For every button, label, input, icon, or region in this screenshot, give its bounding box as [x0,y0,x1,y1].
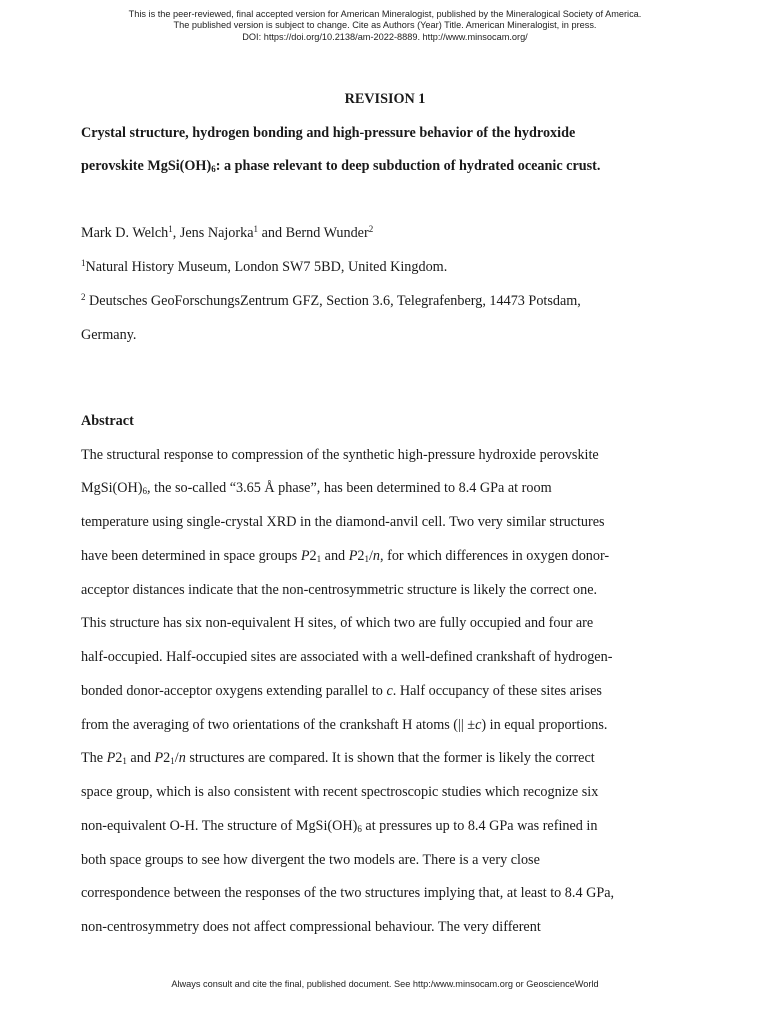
abstract-line: temperature using single-crystal XRD in the diamond-anvil cell. Two very similar structures [81,514,605,530]
abstract-line: This structure has six non-equivalent H sites, of which two are fully occupied and four are [81,615,594,631]
header-line-1: This is the peer-reviewed, final accepted version for American Mineralogist, published by the Mineralogical Society of America. [128,9,642,19]
abstract-line: non-centrosymmetry does not affect compressional behaviour. The very different [81,919,541,935]
title-line-2: perovskite $MgSi(OH)_6$: a phase relevant to deep subduction of hydrated oceanic crust. [81,158,601,174]
header-line-2: The published version is subject to change. Cite as Authors (Year) Title. American Mineralogist, in press. [173,20,597,31]
page-footer: Always consult and cite the final, published document. See http:/www.minsocam.org or GeoscienceWorld [171,979,599,989]
header-line-3: DOI: https://doi.org/10.2138/am-2022-8889. http://www.minsocam.org/ [242,31,528,42]
abstract-line: The $P2_1$ and $P2_1/n$ structures are compared. It is shown that the former is likely the correct [81,750,595,766]
abstract-line: have been determined in space groups $P2_1$ and $P2_1/n$, for which differences in oxygen donor- [81,548,610,564]
abstract-line: half-occupied. Half-occupied sites are associated with a well-defined crankshaft of hydrogen- [81,649,613,665]
title-line-1: Crystal structure, hydrogen bonding and high-pressure behavior of the hydroxide [81,125,576,141]
abstract-line: The structural response to compression of the synthetic high-pressure hydroxide perovskite [81,447,599,463]
affiliation-2-continued: Germany. [81,327,137,343]
abstract-line: from the averaging of two orientations of the crankshaft H atoms (|| ±c) in equal proportions. [81,717,608,733]
abstract-heading: Abstract [81,413,134,429]
affiliation-2: $^2$ Deutsches GeoForschungsZentrum GFZ, Section 3.6, Telegrafenberg, 14473 Potsdam, [81,292,581,309]
journal-header [0,9,770,43]
author-list: Mark D. Welch$^1$, Jens Najorka$^1$ and Bernd Wunder$^2$ [81,224,374,241]
abstract-line: space group, which is also consistent with recent spectroscopic studies which recognize six [81,784,599,800]
revision-label: REVISION 1 [344,91,426,107]
abstract-line: bonded donor-acceptor oxygens extending parallel to c. Half occupancy of these sites arises [81,683,602,699]
abstract-line: correspondence between the responses of the two structures implying that, at least to 8.4 GPa, [81,885,615,901]
abstract-line: both space groups to see how divergent the two models are. There is a very close [81,852,540,868]
abstract-line: acceptor distances indicate that the non-centrosymmetric structure is likely the correct one. [81,582,598,598]
abstract-line: $MgSi(OH)_6$, the so-called “3.65 Å phase”, has been determined to 8.4 GPa at room [81,480,552,496]
affiliation-1: $^1$Natural History Museum, London SW7 5BD, United Kingdom. [81,258,448,275]
abstract-line: non-equivalent O-H. The structure of $MgSi(OH)_6$ at pressures up to 8.4 GPa was refined in [81,818,598,834]
